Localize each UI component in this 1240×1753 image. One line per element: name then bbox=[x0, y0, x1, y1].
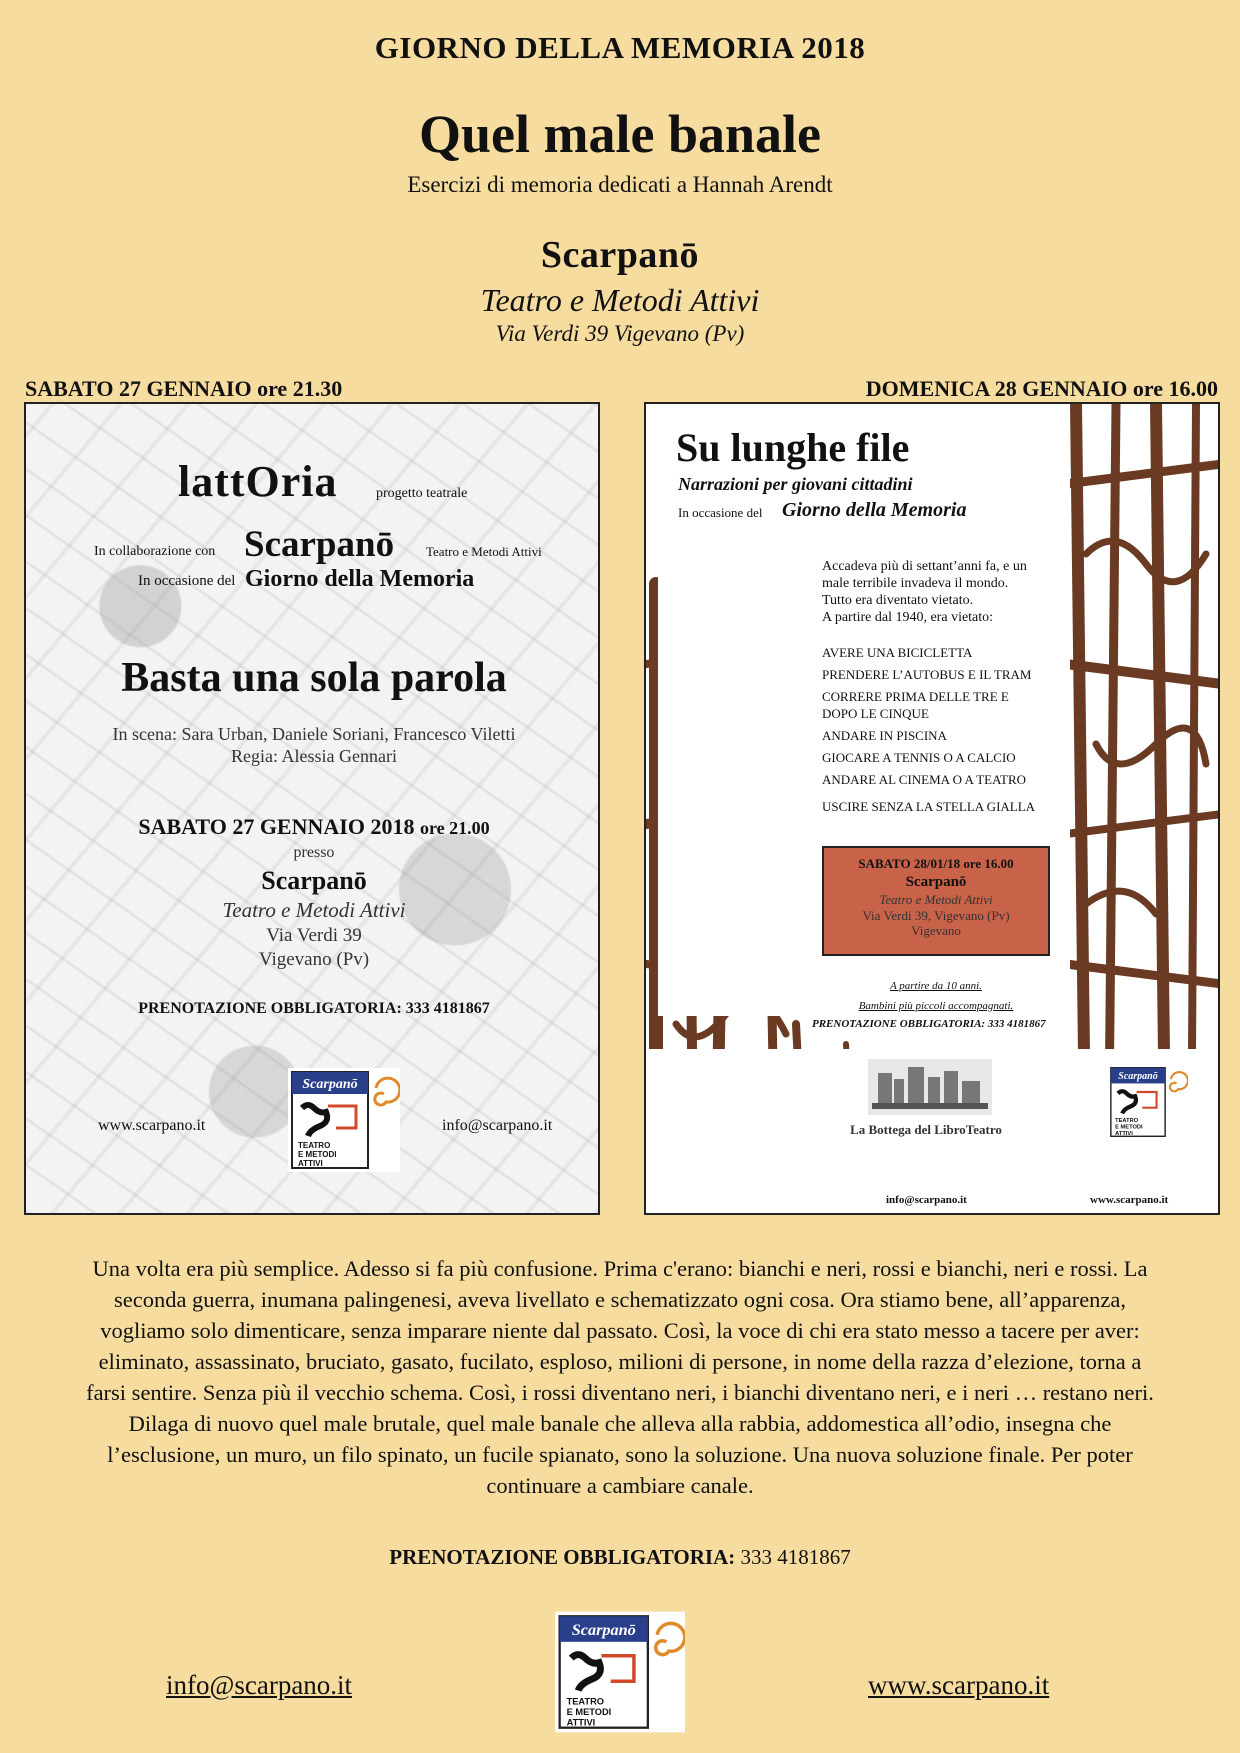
poster-left bbox=[24, 402, 600, 1215]
poster-left-title: Basta una sola parola bbox=[121, 655, 507, 701]
footer-website-link[interactable]: www.scarpano.it bbox=[868, 1670, 1050, 1700]
box-venue: Scarpanō bbox=[905, 874, 967, 890]
svg-text:E METODI: E METODI bbox=[298, 1150, 337, 1159]
venue-address: Via Verdi 39 Vigevano (Pv) bbox=[495, 321, 745, 346]
forbidden-list bbox=[822, 644, 1062, 820]
logo-name: Scarpanō bbox=[571, 1620, 636, 1639]
poster-left-website[interactable]: www.scarpano.it bbox=[98, 1117, 206, 1134]
list-item: ANDARE AL CINEMA O A TEATRO bbox=[822, 772, 1027, 787]
list-item: ANDARE IN PISCINA bbox=[822, 728, 947, 743]
poster-right-booking: PRENOTAZIONE OBBLIGATORIA: 333 4181867 bbox=[812, 1018, 1046, 1030]
occasion-prefix: In occasione del bbox=[678, 505, 763, 520]
intro-line: Tutto era diventato vietato. bbox=[822, 593, 974, 608]
footer-email-link[interactable]: info@scarpano.it bbox=[166, 1670, 353, 1700]
list-item: CORRERE PRIMA DELLE TRE E DOPO LE CINQUE bbox=[822, 689, 1009, 721]
venue-name: Scarpanō bbox=[540, 234, 700, 276]
poster-left-date bbox=[26, 814, 600, 840]
svg-text:E METODI: E METODI bbox=[1115, 1124, 1143, 1131]
svg-text:TEATRO: TEATRO bbox=[298, 1141, 331, 1150]
box-address: Via Verdi 39, Vigevano (Pv) bbox=[862, 908, 1010, 923]
poster-right-email[interactable]: info@scarpano.it bbox=[886, 1194, 967, 1206]
event-info-box bbox=[822, 846, 1050, 956]
booking-line bbox=[0, 1545, 1240, 1570]
scarpano-logo-icon bbox=[1108, 1064, 1188, 1145]
city: Vigevano (Pv) bbox=[258, 949, 370, 970]
poster-right-website[interactable]: www.scarpano.it bbox=[1090, 1194, 1169, 1206]
bottega-books-icon bbox=[868, 1059, 992, 1115]
booking-phone: 333 4181867 bbox=[740, 1545, 851, 1569]
poster-left-venue: Scarpanō bbox=[261, 866, 367, 895]
poster-left-booking: PRENOTAZIONE OBBLIGATORIA: 333 4181867 bbox=[138, 1000, 490, 1017]
svg-text:ATTIVI: ATTIVI bbox=[1115, 1130, 1133, 1137]
svg-text:Scarpanō: Scarpanō bbox=[302, 1077, 358, 1092]
booking-label: PRENOTAZIONE OBBLIGATORIA: bbox=[389, 1545, 736, 1569]
page-subtitle: Esercizi di memoria dedicati a Hannah Arendt bbox=[407, 172, 833, 197]
list-item: AVERE UNA BICICLETTA bbox=[822, 645, 973, 660]
scarpano-logo-icon bbox=[288, 1068, 400, 1177]
director: Regia: Alessia Gennari bbox=[231, 746, 397, 766]
poster-left-address bbox=[26, 924, 600, 972]
street: Via Verdi 39 bbox=[266, 925, 362, 946]
presso: presso bbox=[293, 844, 335, 861]
lattoria-logo: lattOria bbox=[178, 457, 338, 506]
poster-right-title: Su lunghe file bbox=[676, 425, 910, 470]
svg-text:Scarpanō: Scarpanō bbox=[1118, 1071, 1158, 1083]
poster-left-venue-sub: Teatro e Metodi Attivi bbox=[222, 898, 406, 922]
list-item: GIOCARE A TENNIS O A CALCIO bbox=[822, 750, 1016, 765]
age-note: Bambini più piccoli accompagnati. bbox=[858, 1000, 1014, 1012]
event-heading: GIORNO DELLA MEMORIA 2018 bbox=[374, 30, 866, 65]
poster-right-subtitle: Narrazioni per giovani cittadini bbox=[678, 474, 913, 494]
occasion-prefix: In occasione del bbox=[138, 573, 236, 589]
poster-right bbox=[644, 402, 1220, 1215]
box-date: SABATO 28/01/18 ore 16.00 bbox=[858, 856, 1014, 871]
intro-line: male terribile invadeva il mondo. bbox=[822, 576, 1009, 591]
collab-prefix: In collaborazione con bbox=[94, 544, 216, 559]
venue-subtitle: Teatro e Metodi Attivi bbox=[480, 282, 760, 318]
lattoria-sub: progetto teatrale bbox=[376, 486, 468, 501]
list-item: USCIRE SENZA LA STELLA GIALLA bbox=[822, 799, 1036, 814]
occasion-name: Giorno della Memoria bbox=[245, 566, 475, 592]
date: SABATO 27 GENNAIO 2018 bbox=[138, 814, 415, 839]
date-left: SABATO 27 GENNAIO ore 21.30 bbox=[25, 376, 343, 401]
list-item: PRENDERE L’AUTOBUS E IL TRAM bbox=[822, 667, 1032, 682]
age: A partire da 10 anni. bbox=[890, 980, 982, 992]
age-info bbox=[806, 976, 1066, 1016]
box-venue-sub: Teatro e Metodi Attivi bbox=[879, 892, 993, 907]
bottega-name: La Bottega del LibroTeatro bbox=[850, 1122, 1002, 1137]
svg-text:TEATRO: TEATRO bbox=[1115, 1118, 1139, 1124]
occasion-name: Giorno della Memoria bbox=[782, 499, 967, 521]
cast-info bbox=[26, 723, 600, 767]
svg-text:ATTIVI: ATTIVI bbox=[298, 1159, 323, 1168]
time: ore 21.00 bbox=[419, 818, 490, 838]
body-paragraph: Una volta era più semplice. Adesso si fa più confusione. Prima c'erano: bianchi e neri, rossi e bianchi, neri e rossi. La seconda guerra, inumana palingenesi, aveva livellato e schematizzato ogni cosa. Ora stiamo bene, all’apparenza, vogliamo solo dimenticare, senza imparare niente dal passato. Così, la voce di chi era stato messo a tacere per aver: eliminato, assassinato, bruciato, gasato, fucilato, esploso, milioni di persone, in nome della razza d’elezione, torna a farsi sentire. Senza più il vecchio schema. Così, i rossi diventano neri, i bianchi diventano neri, e i neri … restano neri. Dilaga di nuovo quel male brutale, quel male banale che alleva alla rabbia, addomestica all’odio, insegna che l’esclusione, un muro, un filo spinato, un fucile spianato, sono la soluzione. Una nuova soluzione finale. Per poter continuare a cambiare canale. bbox=[86, 1256, 1154, 1498]
collab-name: Scarpanō bbox=[244, 524, 395, 565]
poster-right-intro bbox=[822, 558, 1062, 626]
scarpano-logo-icon bbox=[555, 1607, 685, 1742]
intro-line: Accadeva più di settant’anni fa, e un bbox=[822, 559, 1027, 574]
date-right: DOMENICA 28 GENNAIO ore 16.00 bbox=[865, 376, 1218, 401]
poster-left-email[interactable]: info@scarpano.it bbox=[442, 1117, 553, 1134]
cast: In scena: Sara Urban, Daniele Soriani, Francesco Viletti bbox=[112, 724, 516, 744]
logo-line: ATTIVI bbox=[566, 1717, 596, 1728]
collab-sub: Teatro e Metodi Attivi bbox=[426, 544, 542, 559]
intro-line: A partire dal 1940, era vietato: bbox=[822, 610, 994, 625]
logo-line: E METODI bbox=[566, 1706, 612, 1717]
page-title: Quel male banale bbox=[419, 104, 821, 164]
box-city: Vigevano bbox=[911, 923, 961, 938]
logo-line: TEATRO bbox=[566, 1696, 605, 1707]
